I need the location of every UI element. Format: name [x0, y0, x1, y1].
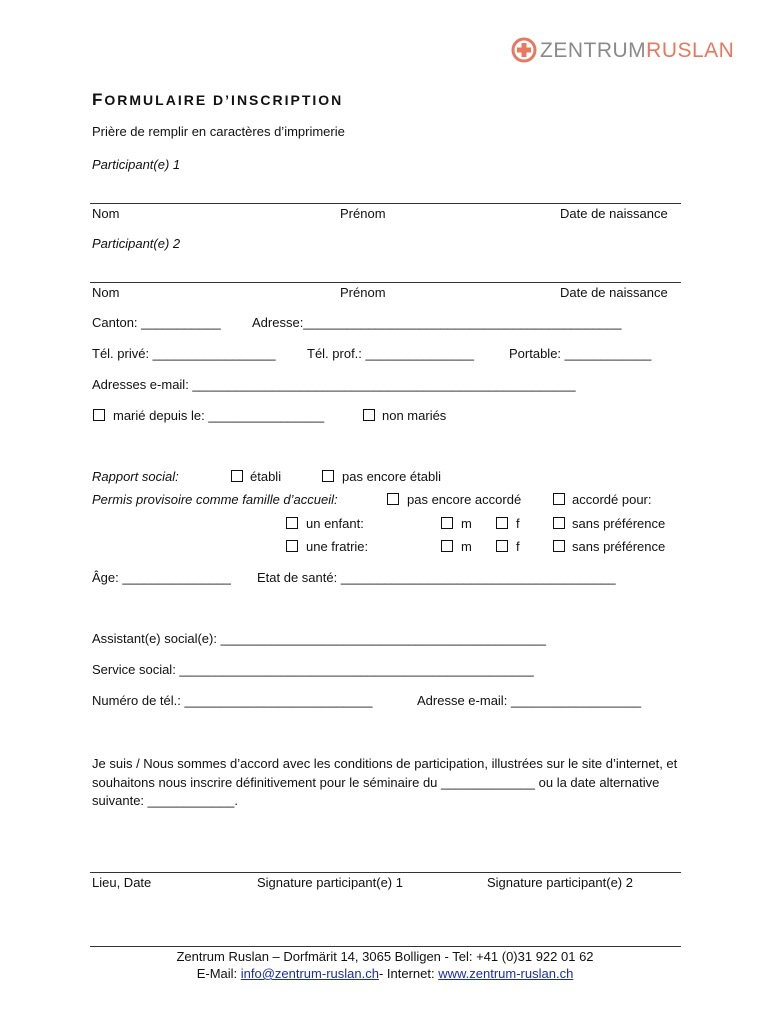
pas-encore-etabli-label: pas encore établi	[342, 469, 442, 484]
footer-contact	[90, 965, 680, 983]
un-enfant-f-checkbox[interactable]	[496, 517, 508, 529]
participant1-nom-label: Nom	[92, 206, 120, 221]
logo-text-ruslan: RUSLAN	[646, 39, 735, 62]
age-field[interactable]: Âge: _______________	[92, 570, 231, 585]
footer-internet-prefix: - Internet:	[378, 966, 439, 981]
participant2-heading: Participant(e) 2	[92, 236, 181, 251]
form-title	[92, 91, 343, 109]
un-enfant-f-label: f	[516, 516, 520, 531]
signature-participant2-label: Signature participant(e) 2	[487, 875, 633, 890]
participant1-heading: Participant(e) 1	[92, 157, 181, 172]
une-fratrie-f-label: f	[516, 539, 520, 554]
portable-field[interactable]: Portable: ____________	[509, 346, 652, 361]
etat-sante-field[interactable]: Etat de santé: ______________________________________	[257, 570, 616, 585]
swiss-cross-logo-icon	[510, 36, 538, 64]
etabli-label: établi	[250, 469, 282, 484]
tel-prive-field[interactable]: Tél. privé: _________________	[92, 346, 276, 361]
non-maries-checkbox[interactable]	[363, 409, 375, 421]
numero-tel-field[interactable]: Numéro de tél.: __________________________	[92, 693, 373, 708]
pas-encore-accorde-checkbox[interactable]	[387, 493, 399, 505]
participant2-prenom-label: Prénom	[340, 285, 386, 300]
une-fratrie-sans-preference-checkbox[interactable]	[553, 540, 565, 552]
participant2-line[interactable]	[90, 282, 681, 283]
title-rest: ORMULAIRE D’INSCRIPTION	[104, 92, 344, 108]
non-maries-label: non mariés	[382, 408, 447, 423]
footer-divider	[90, 946, 681, 947]
service-social-field[interactable]: Service social: _________________________________________________	[92, 662, 534, 677]
signature-line[interactable]	[90, 872, 681, 873]
agreement-paragraph: Je suis / Nous sommes d’accord avec les conditions de participation, illustrées sur le site d’internet, et souhaitons nous inscrire définitivement pour le séminaire du _____________ ou la date alternative suivante: ____________.	[92, 756, 678, 808]
participant1-date-label: Date de naissance	[560, 206, 668, 221]
subtitle: Prière de remplir en caractères d’imprimerie	[92, 124, 345, 139]
participant1-line[interactable]	[90, 203, 681, 204]
une-fratrie-checkbox[interactable]	[286, 540, 298, 552]
un-enfant-sans-preference-label: sans préférence	[572, 516, 666, 531]
une-fratrie-sans-preference-label: sans préférence	[572, 539, 666, 554]
accorde-pour-checkbox[interactable]	[553, 493, 565, 505]
marie-checkbox[interactable]	[93, 409, 105, 421]
un-enfant-m-checkbox[interactable]	[441, 517, 453, 529]
participant1-prenom-label: Prénom	[340, 206, 386, 221]
logo-text-zentrum: ZENTRUM	[540, 39, 647, 62]
title-initial: F	[92, 90, 105, 109]
assistant-email-field[interactable]: Adresse e-mail: __________________	[417, 693, 642, 708]
participant2-nom-label: Nom	[92, 285, 120, 300]
un-enfant-label: un enfant:	[306, 516, 364, 531]
permis-label: Permis provisoire comme famille d’accueil:	[92, 492, 338, 507]
footer-email-prefix: E-Mail:	[196, 966, 241, 981]
assistant-social-field[interactable]: Assistant(e) social(e): _____________________________________________	[92, 631, 546, 646]
une-fratrie-m-checkbox[interactable]	[441, 540, 453, 552]
signature-participant1-label: Signature participant(e) 1	[257, 875, 403, 890]
accorde-pour-label: accordé pour:	[572, 492, 652, 507]
une-fratrie-label: une fratrie:	[306, 539, 369, 554]
footer-website-link[interactable]: www.zentrum-ruslan.ch	[438, 966, 574, 981]
adresse-field[interactable]: Adresse:____________________________________________	[252, 315, 622, 330]
email-addresses-field[interactable]: Adresses e-mail: _____________________________________________________	[92, 377, 576, 392]
canton-field[interactable]: Canton: ___________	[92, 315, 221, 330]
un-enfant-m-label: m	[461, 516, 472, 531]
une-fratrie-f-checkbox[interactable]	[496, 540, 508, 552]
un-enfant-checkbox[interactable]	[286, 517, 298, 529]
footer-email-link[interactable]: info@zentrum-ruslan.ch	[240, 966, 379, 981]
logo-wordmark	[540, 38, 734, 64]
footer-address: Zentrum Ruslan – Dorfmärit 14, 3065 Bolligen - Tel: +41 (0)31 922 01 62	[176, 949, 594, 964]
participant2-date-label: Date de naissance	[560, 285, 668, 300]
lieu-date-label: Lieu, Date	[92, 875, 152, 890]
etabli-checkbox[interactable]	[231, 470, 243, 482]
marie-depuis-field[interactable]: marié depuis le: ________________	[113, 408, 325, 423]
tel-prof-field[interactable]: Tél. prof.: _______________	[307, 346, 474, 361]
un-enfant-sans-preference-checkbox[interactable]	[553, 517, 565, 529]
pas-encore-accorde-label: pas encore accordé	[407, 492, 522, 507]
pas-encore-etabli-checkbox[interactable]	[322, 470, 334, 482]
une-fratrie-m-label: m	[461, 539, 472, 554]
rapport-social-label: Rapport social:	[92, 469, 179, 484]
